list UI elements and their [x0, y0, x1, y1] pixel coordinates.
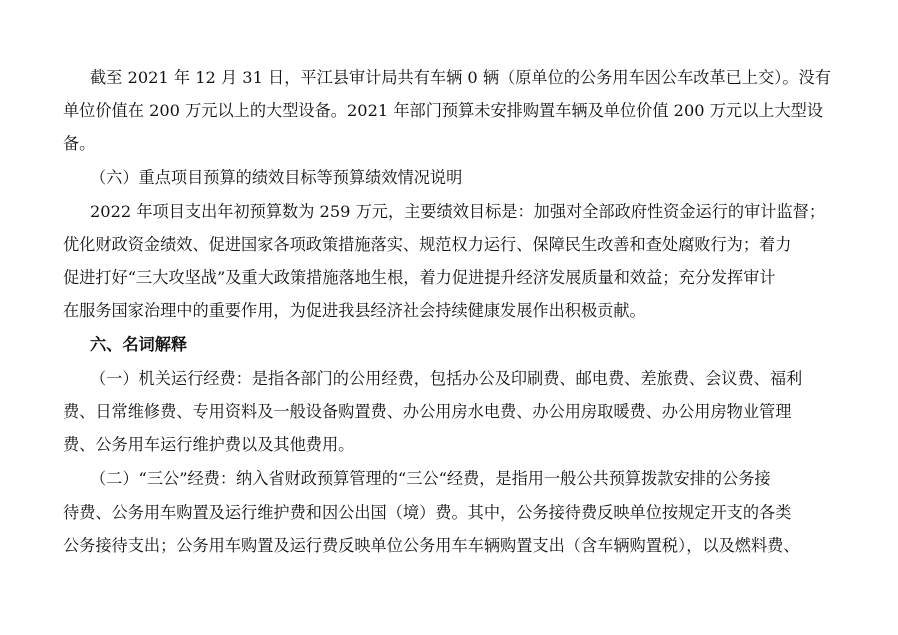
paragraph-glossary-2-line-2: 待费、公务用车购置及运行维护费和因公出国（境）费。其中，公务接待费反映单位按规定开支的各类 [63, 503, 792, 522]
section-heading-glossary: 六、名词解释 [90, 335, 188, 354]
paragraph-vehicles-line-1: 截至 2021 年 12 月 31 日，平江县审计局共有车辆 0 辆（原单位的公务用车因公车改革已上交）。没有 [90, 68, 831, 87]
section-heading-performance: （六）重点项目预算的绩效目标等预算绩效情况说明 [90, 168, 463, 187]
paragraph-glossary-2-line-1: （二）“三公”经费：纳入省财政预算管理的“三公“经费，是指用一般公共预算拨款安排的公务接 [90, 469, 771, 488]
paragraph-performance-line-4: 在服务国家治理中的重要作用，为促进我县经济社会持续健康发展作出积极贡献。 [63, 301, 646, 320]
paragraph-performance-line-2: 优化财政资金绩效、促进国家各项政策措施落实、规范权力运行、保障民生改善和查处腐败行为；着力 [63, 235, 792, 254]
paragraph-glossary-1-line-1: （一）机关运行经费：是指各部门的公用经费，包括办公及印刷费、邮电费、差旅费、会议费、福利 [90, 369, 803, 388]
paragraph-glossary-1-line-2: 费、日常维修费、专用资料及一般设备购置费、办公用房水电费、办公用房取暖费、办公用房物业管理 [63, 402, 792, 421]
paragraph-performance-line-3: 促进打好“三大攻坚战”及重大政策措施落地生根，着力促进提升经济发展质量和效益；充分发挥审计 [63, 268, 776, 287]
paragraph-vehicles-line-2: 单位价值在 200 万元以上的大型设备。2021 年部门预算未安排购置车辆及单位价值 200 万元以上大型设 [63, 101, 824, 120]
paragraph-glossary-1-line-3: 费、公务用车运行维护费以及其他费用。 [63, 435, 355, 454]
paragraph-glossary-2-line-3: 公务接待支出；公务用车购置及运行费反映单位公务用车车辆购置支出（含车辆购置税），以及燃料费、 [63, 536, 800, 555]
paragraph-vehicles-line-3: 备。 [63, 134, 96, 153]
paragraph-performance-line-1: 2022 年项目支出年初预算数为 259 万元，主要绩效目标是：加强对全部政府性资金运行的审计监督； [90, 202, 826, 221]
